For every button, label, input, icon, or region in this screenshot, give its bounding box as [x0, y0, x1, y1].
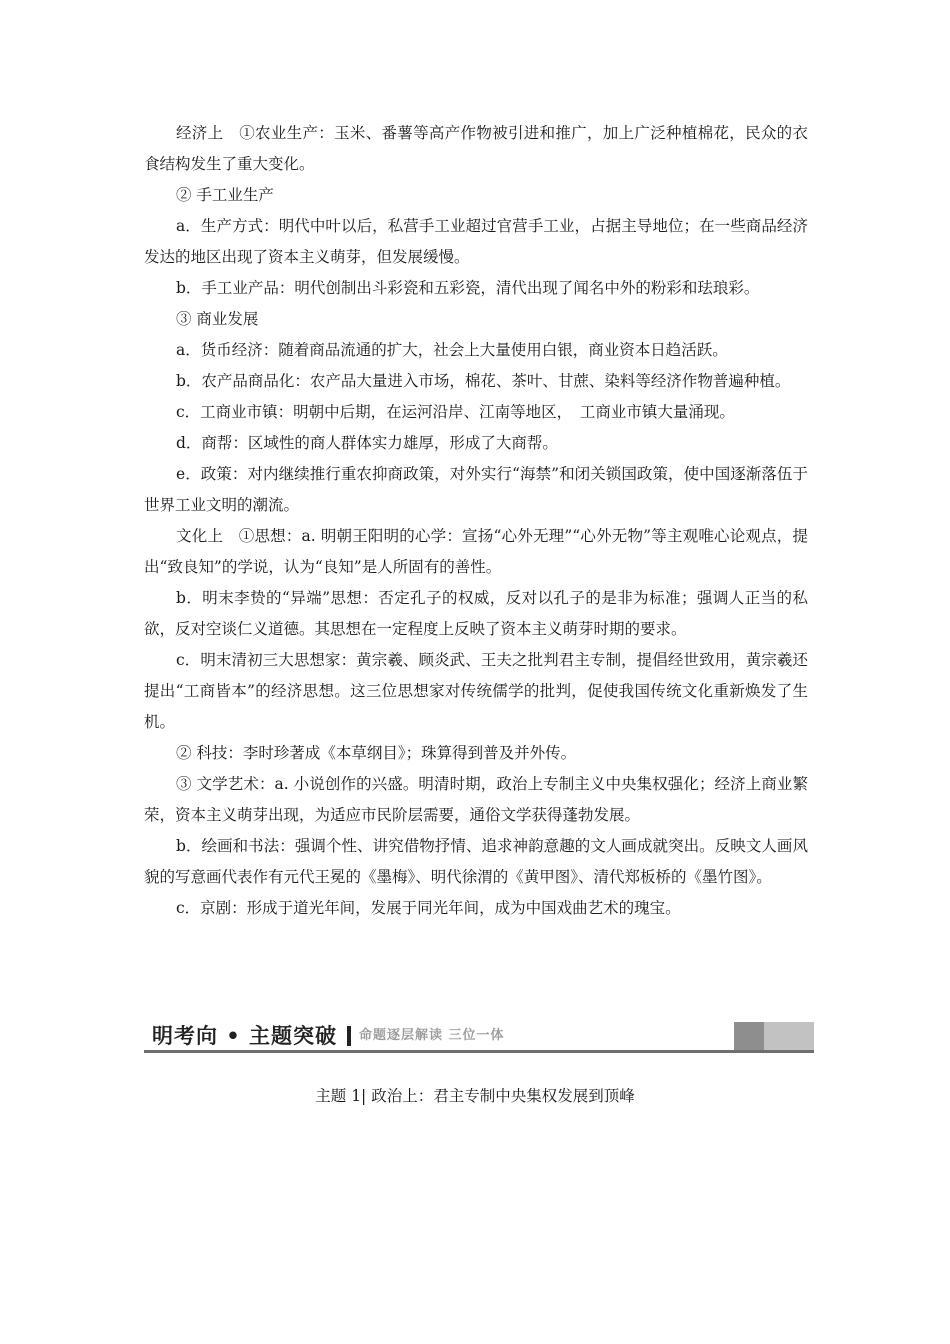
topic-heading: 主题 1| 政治上：君主专制中央集权发展到顶峰: [315, 1087, 635, 1105]
paragraph-culture-thought: 文化上 ①思想：a. 明朝王阳明的心学：宣扬“心外无理”“心外无物”等主观唯心论观点，提出“致良知”的学说，认为“良知”是人所固有的善性。: [144, 527, 808, 576]
paragraph-commerce-heading: ③ 商业发展: [176, 310, 259, 328]
paragraph-handicraft-products: b．手工业产品：明代创制出斗彩瓷和五彩瓷，清代出现了闻名中外的粉彩和珐琅彩。: [176, 279, 760, 297]
section-banner: [144, 1020, 814, 1054]
paragraph-li-zhi: b．明末李贽的“异端”思想：否定孔子的权威，反对以孔子的是非为标准；强调人正当的私欲，反对空谈仁义道德。其思想在一定程度上反映了资本主义萌芽时期的要求。: [144, 589, 808, 638]
banner-divider: [347, 1026, 351, 1046]
paragraph-painting-calligraphy: b．绘画和书法：强调个性、讲究借物抒情、追求神韵意趣的文人画成就突出。反映文人画风貌的写意画代表作有元代王冕的《墨梅》、明代徐渭的《黄甲图》、清代郑板桥的《墨竹图》。: [144, 837, 808, 886]
paragraph-market-towns: c．工商业市镇：明朝中后期，在运河沿岸、江南等地区， 工商业市镇大量涌现。: [176, 403, 735, 421]
paragraph-production-mode: a．生产方式：明代中叶以后，私营手工业超过官营手工业，占据主导地位；在一些商品经济发达的地区出现了资本主义萌芽，但发展缓慢。: [144, 217, 808, 266]
paragraph-peking-opera: c．京剧：形成于道光年间，发展于同光年间，成为中国戏曲艺术的瑰宝。: [176, 899, 681, 917]
main-content: [144, 118, 808, 924]
paragraph-agri-commercialization: b．农产品商品化：农产品大量进入市场，棉花、茶叶、甘蔗、染料等经济作物普遍种植。: [176, 372, 791, 390]
paragraph-policy: e．政策：对内继续推行重农抑商政策，对外实行“海禁”和闭关锁国政策，使中国逐渐落伍于世界工业文明的潮流。: [144, 465, 808, 514]
paragraph-literature-art: ③ 文学艺术：a. 小说创作的兴盛。明清时期，政治上专制主义中央集权强化；经济上商业繁荣，资本主义萌芽出现，为适应市民阶层需要，通俗文学获得蓬勃发展。: [144, 775, 808, 824]
banner-block-dark: [734, 1022, 764, 1050]
banner-underline: [144, 1050, 814, 1053]
paragraph-merchant-groups: d．商帮：区域性的商人群体实力雄厚，形成了大商帮。: [176, 434, 558, 452]
paragraph-three-thinkers: c．明末清初三大思想家：黄宗羲、顾炎武、王夫之批判君主专制，提倡经世致用，黄宗羲还提出“工商皆本”的经济思想。这三位思想家对传统儒学的批判，促使我国传统文化重新焕发了生机。: [144, 651, 808, 731]
banner-subtitle: 命题逐层解读 三位一体: [359, 1028, 505, 1043]
paragraph-handicraft-heading: ② 手工业生产: [176, 186, 274, 204]
banner-title: 明考向 • 主题突破: [152, 1024, 338, 1048]
paragraph-science: ② 科技：李时珍著成《本草纲目》；珠算得到普及并外传。: [176, 744, 577, 762]
paragraph-currency-economy: a．货币经济：随着商品流通的扩大，社会上大量使用白银，商业资本日趋活跃。: [176, 341, 728, 359]
paragraph-economy-agriculture: 经济上 ①农业生产：玉米、番薯等高产作物被引进和推广，加上广泛种植棉花，民众的衣食结构发生了重大变化。: [144, 124, 808, 173]
banner-block-light: [764, 1022, 814, 1050]
